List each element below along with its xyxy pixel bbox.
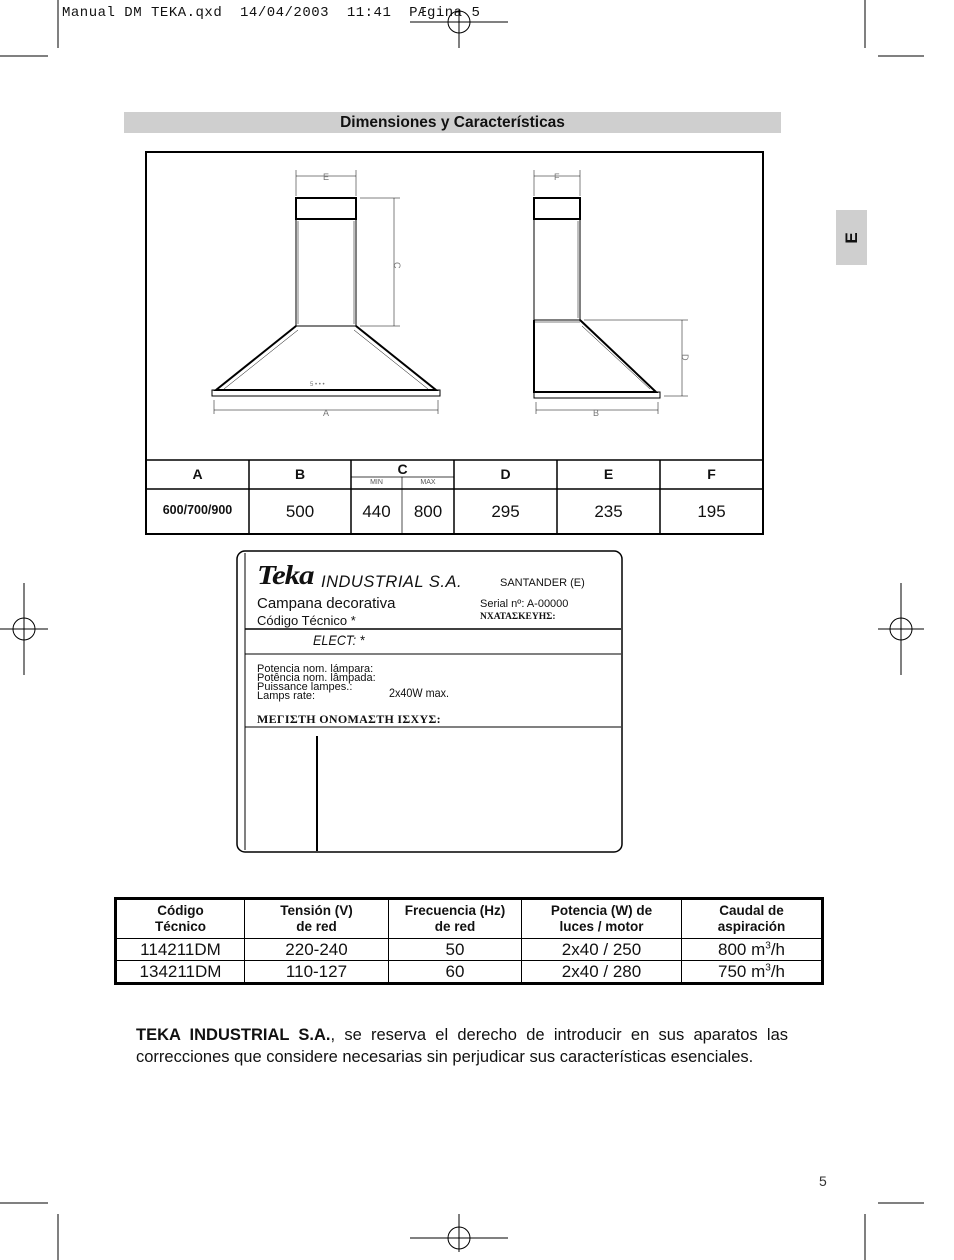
note-text: , se reserva el derecho de introducir en sus aparatos las correcciones que considere necesarias sin perjudicar sus características esenciales.	[136, 1026, 788, 1066]
label-power-pt: Potência nom. lâmpada:	[257, 672, 376, 684]
dim-sub-min: MIN	[370, 479, 383, 486]
dim-sub-max: MAX	[420, 479, 436, 486]
spec-table	[114, 897, 824, 985]
dim-letter-d: D	[680, 354, 690, 361]
label-elect: ELECT: *	[313, 632, 365, 648]
dim-value-c-max: 800	[413, 502, 443, 521]
label-power-en: Lamps rate:	[257, 690, 316, 702]
dim-letter-c: C	[392, 262, 402, 269]
spec-header-frequency: Frecuencia (Hz) de red	[389, 899, 522, 939]
dim-value-f: 195	[697, 502, 726, 521]
dim-header-c: C	[397, 461, 408, 477]
rating-label-frame	[0, 540, 954, 860]
label-power-es: Potencia nom. lámpara:	[257, 663, 374, 675]
dim-value-a: 600/700/900	[162, 503, 233, 517]
table-row: 114211DM 220-240 50 2x40 / 250 800 $m^3/h$	[116, 939, 823, 961]
dim-value-b: 500	[285, 502, 315, 521]
note-company: TEKA INDUSTRIAL S.A.	[136, 1026, 331, 1044]
dim-header-b: B	[294, 466, 306, 482]
spec-header-power: Potencia (W) de luces / motor	[522, 899, 682, 939]
label-serial-greek: NΧΑΤΑΣΚΕΥΗΣ:	[480, 612, 556, 622]
language-tab: E	[836, 210, 867, 265]
dim-header-a: A	[192, 466, 203, 482]
dim-header-e: E	[603, 466, 614, 482]
label-company: INDUSTRIAL S.A.	[321, 573, 463, 591]
dim-value-e: 235	[594, 502, 623, 521]
page-number: 5	[819, 1173, 827, 1189]
label-code: Código Técnico *	[257, 613, 356, 628]
dim-letter-b: B	[593, 408, 600, 418]
spec-header-flow: Caudal de aspiración	[682, 899, 823, 939]
label-serial: Serial nº: A-00000	[480, 598, 569, 610]
reservation-note	[136, 1024, 788, 1068]
label-power-fr: Puissance lampes.:	[257, 681, 353, 693]
label-city: SANTANDER (E)	[500, 577, 585, 589]
print-header: Manual DM TEKA.qxd 14/04/2003 11:41 PÆgina 5	[62, 5, 481, 21]
table-row: 134211DM 110-127 60 2x40 / 280 750 $m^3/h$	[116, 961, 823, 984]
dim-letter-a: A	[323, 408, 330, 418]
label-brand-logo: Teka	[257, 560, 314, 590]
spec-header-code: Código Técnico	[116, 899, 245, 939]
dim-value-d: 295	[491, 502, 520, 521]
label-power-value: 2x40W max.	[389, 686, 450, 700]
dim-letter-e: E	[323, 172, 330, 182]
section-title: Dimensiones y Características	[124, 112, 781, 133]
dim-header-f: F	[707, 466, 716, 482]
dim-letter-f: F	[554, 172, 560, 182]
label-product: Campana decorativa	[257, 595, 396, 612]
control-panel: 5 • • •	[310, 382, 325, 388]
dim-value-c-min: 440	[362, 502, 391, 521]
dim-header-d: D	[500, 466, 511, 482]
spec-header-voltage: Tensión (V) de red	[245, 899, 389, 939]
label-power-greek: ΜΕΓΙΣΤΗ ΟΝΟΜΑΣΤΗ ΙΣΧΥΣ:	[257, 712, 441, 726]
